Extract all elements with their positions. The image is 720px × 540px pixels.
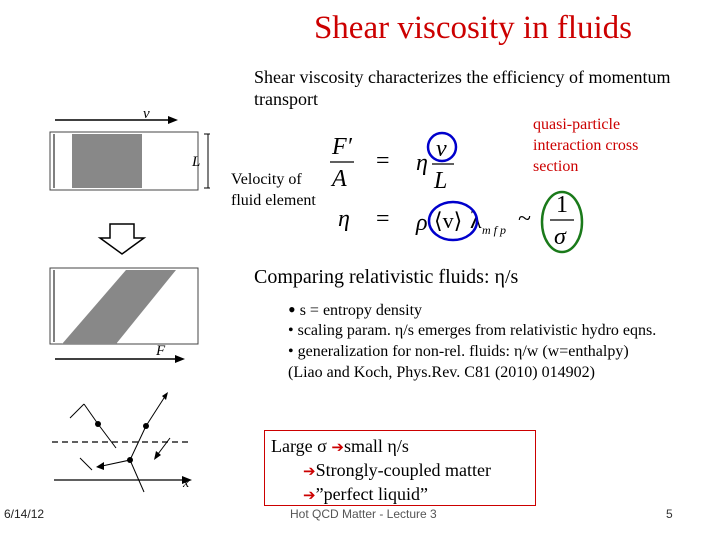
bullet-reference: (Liao and Koch, Phys.Rev. C81 (2010) 014902) (288, 364, 595, 381)
eq1-lhs-denominator: A (332, 166, 347, 192)
strongly-coupled-text: Strongly-coupled matter (315, 460, 492, 480)
eq1-rhs-numerator: v (436, 136, 447, 162)
footer-date: 6/14/12 (4, 507, 45, 521)
eq1-equals: = (376, 148, 390, 174)
eq2-frac-numerator: 1 (556, 192, 568, 218)
comparing-heading: Comparing relativistic fluids: η/s (254, 266, 519, 288)
x-label: x (183, 476, 190, 491)
bullet-generalization: • generalization for non-rel. fluids: η/w (w=enthalpy) (288, 343, 629, 360)
conclusion-line-1 (271, 435, 535, 459)
right-arrow-icon: ➔ (303, 486, 316, 504)
eq2-rho: ρ (416, 210, 428, 236)
footer-lecture: Hot QCD Matter - Lecture 3 (290, 507, 437, 521)
right-arrow-icon: ➔ (303, 462, 316, 480)
conclusion-box (264, 430, 536, 506)
eq2-sim: ~ (518, 206, 531, 232)
fluid-element-rest (72, 134, 142, 188)
eq1-eta: η (416, 150, 428, 176)
perfect-liquid-text: ”perfect liquid” (315, 484, 429, 504)
down-arrow-icon (100, 224, 144, 254)
shear-flow-diagram (40, 108, 210, 508)
eq2-mfp-subscript: m f p (482, 223, 506, 237)
L-label: L (192, 154, 201, 170)
conclusion-line-2 (271, 459, 535, 483)
velocity-label: Velocity of fluid element (231, 171, 316, 209)
eq2-equals: = (376, 206, 390, 232)
conclusion-line-3 (271, 483, 535, 507)
eq2-lambda: λ (470, 208, 482, 234)
F-label: F (156, 343, 166, 359)
particle-scattering (52, 392, 192, 492)
bullet-scaling: • scaling param. η/s emerges from relativistic hydro eqns. (288, 322, 657, 339)
bullet-entropy (288, 295, 422, 321)
bullet-entropy-text: s = entropy density (299, 302, 423, 319)
eq2-eta: η (338, 206, 350, 232)
small-eta-s-text: small η/s (343, 436, 409, 456)
quasi-particle-label: quasi-particle interaction cross section (533, 116, 639, 175)
large-sigma-text: Large σ (271, 436, 332, 456)
eq1-rhs-denominator: L (434, 168, 448, 194)
viscosity-equations (320, 120, 600, 260)
slide-title: Shear viscosity in fluids (313, 10, 632, 46)
intro-text: Shear viscosity characterizes the efficiency of momentum transport (254, 67, 671, 109)
eq2-avg-velocity: ⟨v⟩ (434, 208, 463, 233)
right-arrow-icon: ➔ (331, 438, 344, 456)
bullet-dot-icon: • (288, 297, 296, 322)
v-label: v (143, 108, 150, 122)
eq2-frac-denominator: σ (554, 224, 566, 250)
eq1-lhs-numerator: F′ (332, 134, 352, 160)
bullet-details (288, 320, 688, 383)
page-number: 5 (666, 507, 673, 521)
